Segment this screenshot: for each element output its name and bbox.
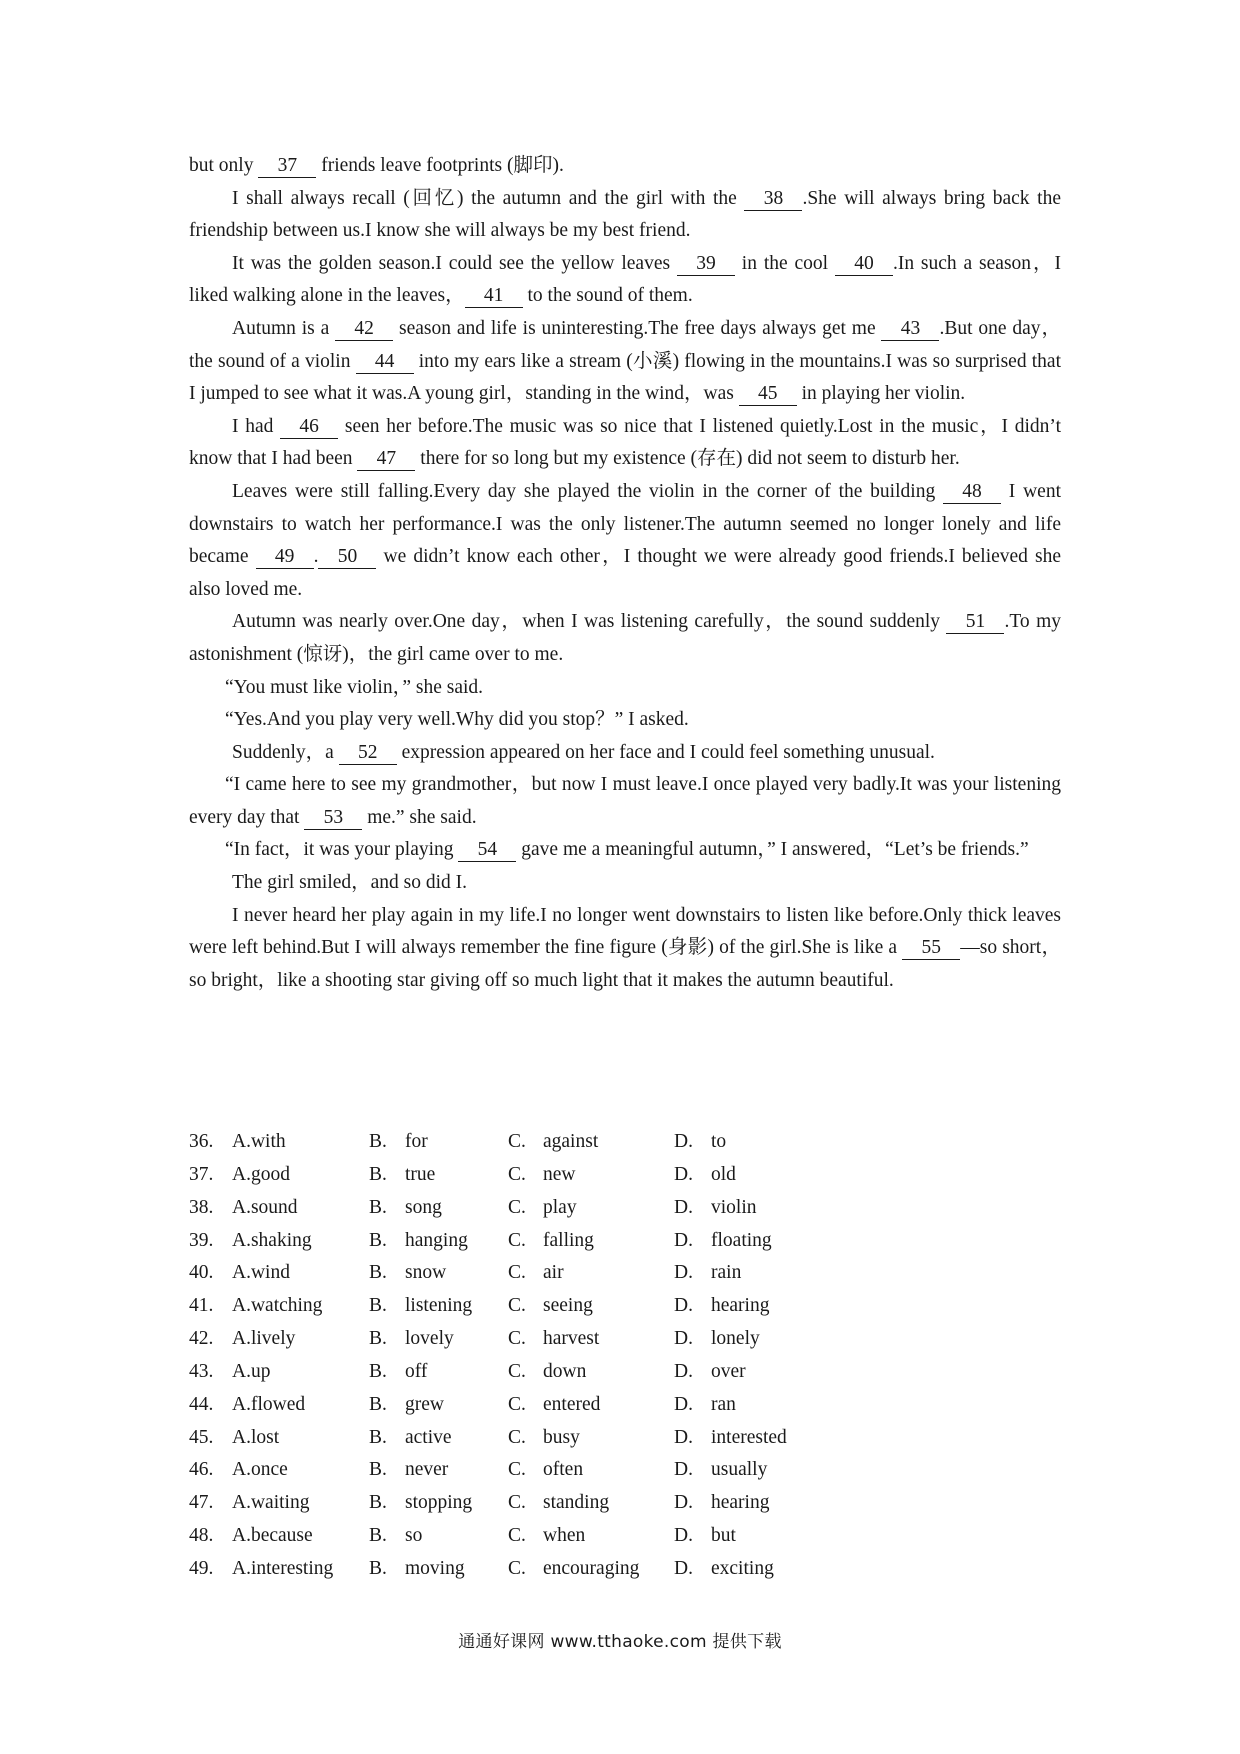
passage-paragraph: Suddenly，a 52 expression appeared on her face and I could feel something unusual. — [232, 741, 935, 763]
option-row — [189, 1389, 909, 1422]
option-d: usually — [711, 1459, 768, 1481]
passage-paragraph: Leaves were still falling.Every day she played the violin in the corner of the building 48 I went downstairs to watch her performance.I was the only listener.The autumn seemed no longer lonely and life became 49 . 50 we didn’t know each other，I thought we were already good friends.I believed she also loved me. — [189, 480, 1061, 600]
passage-paragraph: The girl smiled，and so did I. — [232, 872, 468, 894]
blank-48: 48 — [943, 481, 1001, 504]
question-number: 41. — [189, 1295, 214, 1317]
option-c: seeing — [543, 1295, 593, 1317]
blank-42: 42 — [335, 318, 393, 341]
option-a: A.lost — [232, 1426, 280, 1448]
option-d: old — [711, 1163, 736, 1185]
option-row — [189, 1356, 909, 1389]
blank-40: 40 — [835, 253, 893, 276]
option-b: snow — [405, 1262, 447, 1284]
option-row — [189, 1257, 909, 1290]
option-b-letter: B. — [369, 1229, 387, 1251]
option-c-letter: C. — [508, 1262, 526, 1284]
option-a: A.good — [232, 1163, 290, 1185]
option-d: exciting — [711, 1557, 774, 1579]
question-number: 44. — [189, 1393, 214, 1415]
question-number: 48. — [189, 1525, 214, 1547]
blank-55: 55 — [902, 937, 960, 960]
option-b-letter: B. — [369, 1262, 387, 1284]
blank-49: 49 — [256, 546, 314, 569]
option-d-letter: D. — [674, 1360, 693, 1382]
option-a: A.up — [232, 1360, 271, 1382]
option-d-letter: D. — [674, 1295, 693, 1317]
option-d-letter: D. — [674, 1131, 693, 1152]
blank-50: 50 — [318, 546, 376, 569]
passage-paragraph: I shall always recall (回忆) the autumn and the girl with the 38 .She will always bring back the friendship between us.I know she will always be my best friend. — [189, 187, 1061, 242]
blank-39: 39 — [677, 253, 735, 276]
option-b: grew — [405, 1393, 444, 1415]
option-row — [189, 1553, 909, 1586]
blank-46: 46 — [280, 416, 338, 439]
passage-paragraph: but only 37 friends leave footprints (脚印). — [189, 155, 564, 176]
option-b-letter: B. — [369, 1360, 387, 1382]
option-row — [189, 1323, 909, 1356]
question-number: 49. — [189, 1557, 214, 1579]
option-b: so — [405, 1525, 423, 1547]
question-number: 47. — [189, 1492, 214, 1514]
option-c: entered — [543, 1393, 601, 1415]
blank-52: 52 — [339, 742, 397, 765]
option-a: A.wind — [232, 1262, 290, 1284]
option-c: encouraging — [543, 1557, 640, 1579]
blank-37: 37 — [258, 155, 316, 178]
option-c: falling — [543, 1229, 594, 1251]
option-a: A.because — [232, 1525, 313, 1547]
option-b: stopping — [405, 1492, 473, 1514]
option-b: hanging — [405, 1229, 468, 1251]
option-d-letter: D. — [674, 1196, 693, 1218]
passage-paragraph: “Yes.And you play very well.Why did you stop？” I asked. — [225, 709, 689, 731]
blank-38: 38 — [744, 188, 802, 211]
option-d-letter: D. — [674, 1163, 693, 1185]
option-b-letter: B. — [369, 1131, 387, 1152]
option-b: listening — [405, 1295, 473, 1317]
option-c-letter: C. — [508, 1295, 526, 1317]
option-b: for — [405, 1131, 428, 1152]
option-row — [189, 1422, 909, 1455]
option-c-letter: C. — [508, 1229, 526, 1251]
option-b: moving — [405, 1557, 465, 1579]
option-c: play — [543, 1196, 577, 1218]
option-d-letter: D. — [674, 1525, 693, 1547]
question-number: 39. — [189, 1229, 214, 1251]
option-b-letter: B. — [369, 1328, 387, 1350]
option-row — [189, 1126, 909, 1159]
option-c: against — [543, 1131, 599, 1152]
option-d: lonely — [711, 1328, 760, 1350]
option-a: A.once — [232, 1459, 288, 1481]
option-a: A.watching — [232, 1295, 323, 1317]
passage-paragraph: It was the golden season.I could see the yellow leaves 39 in the cool 40 .In such a season，I liked walking alone in the leaves， 41 to the sound of them. — [189, 252, 1062, 307]
option-b-letter: B. — [369, 1525, 387, 1547]
option-b-letter: B. — [369, 1163, 387, 1185]
option-row — [189, 1520, 909, 1553]
option-b: lovely — [405, 1328, 454, 1350]
blank-51: 51 — [946, 611, 1004, 634]
question-number: 45. — [189, 1426, 214, 1448]
option-c: new — [543, 1163, 576, 1185]
option-c-letter: C. — [508, 1492, 526, 1514]
option-d: but — [711, 1525, 736, 1547]
option-c-letter: C. — [508, 1525, 526, 1547]
option-d-letter: D. — [674, 1426, 693, 1448]
option-c-letter: C. — [508, 1196, 526, 1218]
passage-paragraph: “In fact，it was your playing 54 gave me a meaningful autumn，” I answered，“Let’s be friends.” — [225, 839, 1029, 861]
blank-47: 47 — [357, 448, 415, 471]
option-c-letter: C. — [508, 1163, 526, 1185]
option-b: true — [405, 1163, 436, 1185]
cloze-passage — [189, 150, 1061, 997]
option-a: A.flowed — [232, 1393, 306, 1415]
option-d: floating — [711, 1229, 772, 1251]
question-number: 38. — [189, 1196, 214, 1218]
option-b: song — [405, 1196, 442, 1218]
passage-paragraph: Autumn was nearly over.One day，when I was listening carefully，the sound suddenly 51 .To my astonishment (惊讶)，the girl came over to me. — [189, 611, 1061, 665]
passage-paragraph: “I came here to see my grandmother，but now I must leave.I once played very badly.It was your listening every day that 53 me.” she said. — [189, 774, 1061, 828]
blank-43: 43 — [881, 318, 939, 341]
option-d: violin — [711, 1196, 757, 1218]
option-c-letter: C. — [508, 1557, 526, 1579]
option-b-letter: B. — [369, 1393, 387, 1415]
option-c: often — [543, 1459, 584, 1481]
option-b: never — [405, 1459, 449, 1481]
option-b-letter: B. — [369, 1426, 387, 1448]
passage-paragraph: “You must like violin，” she said. — [225, 676, 484, 698]
option-a: A.shaking — [232, 1229, 312, 1251]
option-row — [189, 1225, 909, 1258]
option-d-letter: D. — [674, 1557, 693, 1579]
question-number: 42. — [189, 1328, 214, 1350]
option-d: over — [711, 1360, 746, 1382]
option-row — [189, 1159, 909, 1192]
option-c-letter: C. — [508, 1426, 526, 1448]
option-a: A.sound — [232, 1196, 298, 1218]
option-d-letter: D. — [674, 1262, 693, 1284]
option-d: to — [711, 1131, 727, 1152]
blank-44: 44 — [356, 351, 414, 374]
option-row — [189, 1290, 909, 1323]
option-a: A.waiting — [232, 1492, 310, 1514]
blank-54: 54 — [458, 839, 516, 862]
question-number: 36. — [189, 1131, 214, 1152]
page-footer: 通通好课网 www.tthaoke.com 提供下载 — [458, 1632, 782, 1652]
option-a: A.interesting — [232, 1557, 334, 1579]
option-row — [189, 1454, 909, 1487]
blank-53: 53 — [304, 807, 362, 830]
option-b: active — [405, 1426, 452, 1448]
blank-45: 45 — [739, 383, 797, 406]
option-c-letter: C. — [508, 1393, 526, 1415]
question-number: 46. — [189, 1459, 214, 1481]
option-c-letter: C. — [508, 1459, 526, 1481]
option-d-letter: D. — [674, 1328, 693, 1350]
option-c-letter: C. — [508, 1131, 526, 1152]
option-b-letter: B. — [369, 1295, 387, 1317]
option-row — [189, 1487, 909, 1520]
option-c: standing — [543, 1492, 610, 1514]
option-d: rain — [711, 1262, 742, 1284]
option-b: off — [405, 1360, 428, 1382]
option-c: when — [543, 1525, 586, 1547]
option-row — [189, 1192, 909, 1225]
option-d-letter: D. — [674, 1459, 693, 1481]
option-d: interested — [711, 1426, 787, 1448]
option-d: hearing — [711, 1492, 770, 1514]
option-d: ran — [711, 1393, 736, 1415]
question-number: 37. — [189, 1163, 214, 1185]
option-d-letter: D. — [674, 1492, 693, 1514]
question-number: 43. — [189, 1360, 214, 1382]
question-number: 40. — [189, 1262, 214, 1284]
option-c: busy — [543, 1426, 580, 1448]
option-c-letter: C. — [508, 1328, 526, 1350]
option-c: air — [543, 1262, 564, 1284]
option-a: A.with — [232, 1131, 286, 1152]
option-c: harvest — [543, 1328, 600, 1350]
passage-paragraph: Autumn is a 42 season and life is uninteresting.The free days always get me 43 .But one day，the sound of a violin 44 into my ears like a stream (小溪) flowing in the mountains.I was so surprised that I jumped to see what it was.A young girl，standing in the wind，was 45 in playing her violin. — [189, 317, 1062, 405]
option-b-letter: B. — [369, 1196, 387, 1218]
answer-options — [189, 1126, 909, 1586]
passage-paragraph: I had 46 seen her before.The music was so nice that I listened quietly.Lost in the music，I didn’t know that I had been 47 there for so long but my existence (存在) did not seem to disturb her. — [189, 415, 1061, 470]
option-b-letter: B. — [369, 1557, 387, 1579]
option-b-letter: B. — [369, 1492, 387, 1514]
option-a: A.lively — [232, 1328, 296, 1350]
option-b-letter: B. — [369, 1459, 387, 1481]
passage-paragraph: I never heard her play again in my life.I no longer went downstairs to listen like before.Only thick leaves were left behind.But I will always remember the fine figure (身影) of the girl.She is like a 55 —so short，so bright，like a shooting star giving off so much light that it makes the autumn beautiful. — [189, 904, 1061, 991]
option-d-letter: D. — [674, 1393, 693, 1415]
option-d: hearing — [711, 1295, 770, 1317]
blank-41: 41 — [465, 285, 523, 308]
option-c-letter: C. — [508, 1360, 526, 1382]
option-d-letter: D. — [674, 1229, 693, 1251]
option-c: down — [543, 1360, 587, 1382]
